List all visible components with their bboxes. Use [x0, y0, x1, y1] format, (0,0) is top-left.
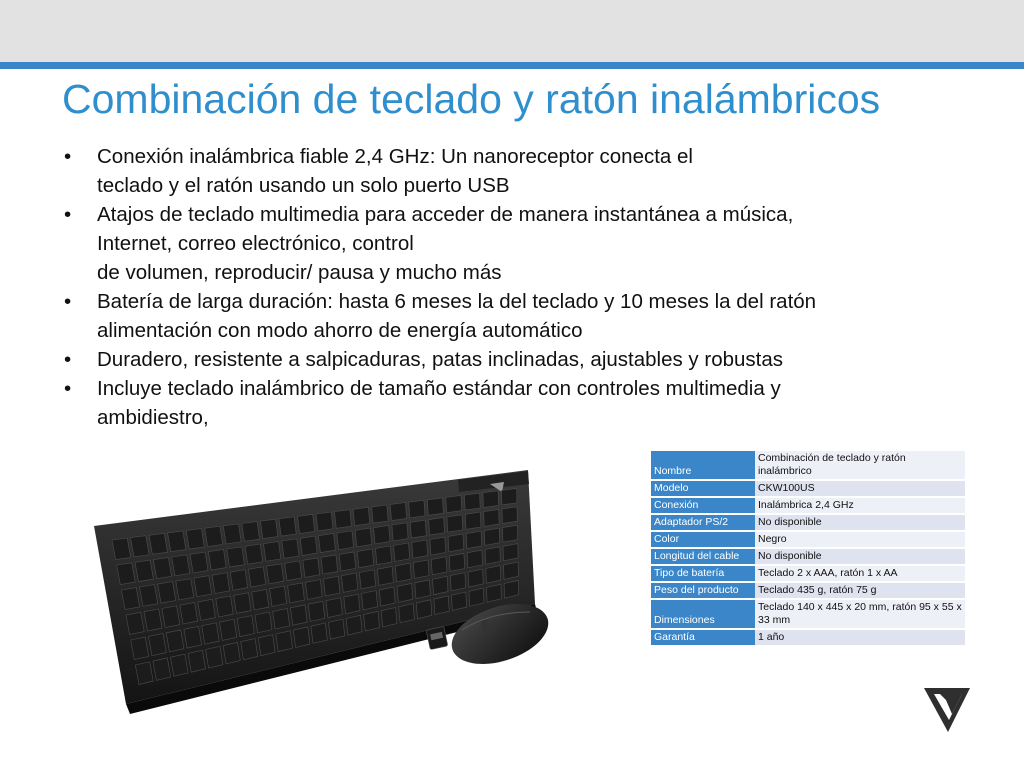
- keyboard-key: [487, 584, 502, 602]
- spec-key: Conexión: [651, 498, 755, 513]
- keyboard-key: [162, 606, 180, 628]
- keyboard-key: [409, 500, 425, 518]
- keyboard-key: [298, 514, 315, 533]
- keyboard-key: [172, 555, 190, 576]
- keyboard-key: [357, 549, 373, 568]
- keyboard-key: [202, 623, 220, 645]
- spec-row: [651, 515, 965, 530]
- feature-text: Duradero, resistente a salpicaduras, patas inclinadas, ajustables y robustas: [97, 348, 783, 371]
- keyboard-key: [303, 558, 320, 578]
- spec-table: [651, 451, 965, 645]
- keyboard-key: [188, 650, 206, 672]
- keyboard-key: [379, 587, 395, 606]
- keyboard-key: [468, 569, 483, 587]
- keyboard-key: [276, 631, 293, 652]
- keyboard-key: [237, 616, 254, 637]
- top-band: [0, 0, 1024, 62]
- spec-key: Tipo de batería: [651, 566, 755, 581]
- spec-row: [651, 600, 965, 628]
- keyboard-key: [430, 537, 446, 555]
- keyboard-key: [429, 518, 445, 536]
- keyboard-key: [131, 536, 150, 557]
- spec-key: Garantía: [651, 630, 755, 645]
- keyboard-key: [395, 563, 411, 582]
- keyboard-key: [346, 615, 362, 635]
- keyboard-key: [153, 558, 171, 579]
- keyboard-key: [344, 594, 360, 614]
- keyboard-key: [342, 573, 358, 592]
- keyboard-key: [270, 586, 287, 606]
- spec-row: [651, 481, 965, 496]
- keyboard-key: [184, 626, 202, 648]
- keyboard-key: [377, 567, 393, 586]
- keyboard-key: [464, 493, 480, 510]
- keyboard-key: [329, 619, 345, 639]
- keyboard-key: [227, 547, 245, 567]
- keyboard-key: [285, 561, 302, 581]
- spec-value: Teclado 140 x 445 x 20 mm, ratón 95 x 55 x 33 mm: [755, 600, 965, 628]
- keyboard-key: [337, 531, 354, 550]
- keyboard-key: [153, 658, 171, 681]
- keyboard-key: [467, 550, 482, 568]
- keyboard-key: [316, 512, 333, 531]
- feature-item: [62, 345, 962, 374]
- keyboard-key: [446, 496, 462, 513]
- keyboard-key: [171, 654, 189, 676]
- keyboard-key: [376, 546, 392, 565]
- keyboard-key: [362, 591, 378, 610]
- keyboard-key: [502, 507, 517, 524]
- keyboard-key: [326, 598, 342, 618]
- keyboard-key: [291, 605, 308, 625]
- keyboard-key: [117, 563, 136, 585]
- keyboard-key: [260, 519, 278, 539]
- slide-title: Combinación de teclado y ratón inalámbricos: [62, 76, 881, 122]
- bullet-dot: •: [64, 203, 72, 226]
- keyboard-key: [372, 505, 389, 523]
- keyboard-key: [255, 612, 272, 633]
- keyboard-mouse-image: [90, 462, 650, 742]
- spec-value: No disponible: [755, 515, 965, 530]
- bullet-dot: •: [64, 377, 72, 400]
- keyboard-key: [149, 533, 167, 554]
- bullet-dot: •: [64, 348, 72, 371]
- spec-row: [651, 532, 965, 547]
- keyboard-key: [293, 627, 310, 648]
- keyboard-key: [206, 646, 223, 668]
- keyboard-key: [168, 531, 186, 552]
- keyboard-key: [311, 623, 327, 643]
- keyboard-key: [364, 611, 380, 631]
- spec-key: Adaptador PS/2: [651, 515, 755, 530]
- spec-key: Nombre: [651, 451, 755, 479]
- keyboard-key: [144, 609, 162, 631]
- keyboard-key: [484, 510, 500, 527]
- keyboard-key: [282, 539, 299, 559]
- keyboard-key: [485, 547, 500, 564]
- keyboard-key: [245, 544, 263, 564]
- keyboard-key: [223, 524, 241, 544]
- keyboard-key: [194, 576, 212, 597]
- keyboard-key: [230, 570, 248, 591]
- keyboard-key: [339, 552, 356, 571]
- keyboard-key: [176, 579, 194, 600]
- feature-text: Incluye teclado inalámbrico de tamaño estándar con controles multimedia y ambidiestro,: [97, 377, 781, 429]
- keyboard-key: [415, 580, 431, 599]
- keyboard-key: [208, 550, 226, 571]
- feature-item: [62, 200, 962, 258]
- keyboard-key: [212, 573, 230, 594]
- keyboard-key: [234, 593, 251, 614]
- keyboard-key: [416, 600, 432, 619]
- keyboard-key: [504, 562, 519, 579]
- spec-row: [651, 583, 965, 598]
- keyboard-key: [264, 542, 281, 562]
- keyboard-key: [394, 543, 410, 561]
- keyboard-key: [324, 576, 341, 596]
- keyboard-key: [273, 609, 290, 630]
- keyboard-key: [252, 589, 269, 610]
- keyboard-key: [374, 526, 391, 544]
- spec-key: Longitud del cable: [651, 549, 755, 564]
- keyboard-key: [223, 642, 240, 664]
- bullet-dot: •: [64, 145, 72, 168]
- keyboard-key: [135, 560, 153, 582]
- keyboard-key: [321, 555, 338, 574]
- bullet-dot: •: [64, 290, 72, 313]
- keyboard-key: [431, 557, 447, 575]
- keyboard-key: [448, 534, 464, 552]
- keyboard-key: [258, 635, 275, 656]
- keyboard-key: [390, 503, 406, 521]
- keyboard-key: [166, 630, 184, 652]
- keyboard-key: [112, 538, 131, 559]
- feature-text: Batería de larga duración: hasta 6 meses la del teclado y 10 meses la del ratón: [97, 290, 817, 313]
- keyboard-key: [335, 510, 352, 529]
- keyboard-key: [450, 573, 465, 591]
- keyboard-key: [198, 599, 216, 620]
- top-accent-rule: [0, 62, 1024, 69]
- keyboard-key: [451, 592, 466, 610]
- spec-row: [651, 451, 965, 479]
- keyboard-key: [427, 498, 443, 515]
- keyboard-key: [279, 517, 296, 536]
- keyboard-key: [180, 603, 198, 625]
- keyboard-key: [353, 507, 370, 525]
- v7-logo: [922, 686, 972, 734]
- keyboard-key: [355, 528, 372, 547]
- feature-continuation: alimentación con modo ahorro de energía automático: [97, 319, 583, 342]
- feature-list: [62, 142, 962, 432]
- keyboard-key: [465, 512, 481, 529]
- spec-key: Color: [651, 532, 755, 547]
- feature-continuation: teclado y el ratón usando un solo puerto USB: [97, 174, 510, 197]
- keyboard-key: [412, 540, 428, 558]
- keyboard-key: [447, 515, 463, 532]
- feature-item: [62, 287, 962, 316]
- feature-continuation: de volumen, reproducir/ pausa y mucho más: [97, 261, 502, 284]
- keyboard-key: [241, 639, 258, 660]
- keyboard-key: [504, 580, 519, 598]
- keyboard-key: [308, 601, 325, 621]
- keyboard: [94, 470, 537, 714]
- spec-value: No disponible: [755, 549, 965, 564]
- keyboard-key: [216, 596, 233, 617]
- spec-value: 1 año: [755, 630, 965, 645]
- keyboard-key: [306, 580, 323, 600]
- keyboard-key: [503, 544, 518, 561]
- spec-value: Inalámbrica 2,4 GHz: [755, 498, 965, 513]
- keyboard-key: [502, 488, 517, 505]
- spec-value: Teclado 435 g, ratón 75 g: [755, 583, 965, 598]
- keyboard-key: [466, 531, 482, 549]
- keyboard-key: [392, 523, 408, 541]
- spec-value: Negro: [755, 532, 965, 547]
- spec-value: CKW100US: [755, 481, 965, 496]
- keyboard-key: [267, 564, 284, 584]
- keyboard-key: [319, 534, 336, 553]
- spec-value: Teclado 2 x AAA, ratón 1 x AA: [755, 566, 965, 581]
- keyboard-key: [449, 553, 465, 571]
- keyboard-key: [397, 583, 413, 602]
- spec-key: Modelo: [651, 481, 755, 496]
- spec-row: [651, 566, 965, 581]
- keyboard-key: [434, 596, 449, 615]
- feature-text: Conexión inalámbrica fiable 2,4 GHz: Un nanoreceptor conecta el: [97, 145, 693, 168]
- keyboard-key: [288, 583, 305, 603]
- keyboard-key: [205, 526, 223, 546]
- spec-value: Combinación de teclado y ratón inalámbrico: [755, 451, 965, 479]
- keyboard-key: [486, 566, 501, 584]
- keyboard-key: [483, 491, 499, 508]
- keyboard-key: [220, 619, 237, 640]
- spec-key: Dimensiones: [651, 600, 755, 628]
- keyboard-key: [433, 576, 449, 594]
- keyboard-key: [158, 582, 176, 604]
- feature-text: Atajos de teclado multimedia para acceder de manera instantánea a música, Internet, correo electrónico, control: [97, 203, 794, 255]
- keyboard-key: [381, 608, 397, 627]
- keyboard-key: [484, 528, 499, 545]
- keyboard-key: [469, 588, 484, 606]
- keyboard-key: [148, 634, 166, 656]
- keyboard-key: [503, 525, 518, 542]
- spec-key: Peso del producto: [651, 583, 755, 598]
- keyboard-key: [413, 560, 429, 578]
- feature-item: [62, 142, 962, 171]
- spec-row: [651, 498, 965, 513]
- keyboard-key: [300, 536, 317, 555]
- keyboard-key: [140, 585, 158, 607]
- keyboard-key: [410, 520, 426, 538]
- feature-item: [62, 374, 962, 432]
- keyboard-key: [248, 567, 265, 587]
- keyboard-key: [190, 552, 208, 573]
- keyboard-key: [399, 604, 415, 623]
- spec-row: [651, 549, 965, 564]
- spec-row: [651, 630, 965, 645]
- keyboard-key: [242, 522, 260, 542]
- keyboard-key: [359, 570, 375, 589]
- keyboard-key: [186, 529, 204, 550]
- keyboard-key: [126, 612, 144, 634]
- keyboard-key: [131, 637, 149, 659]
- usb-receiver: [426, 626, 448, 649]
